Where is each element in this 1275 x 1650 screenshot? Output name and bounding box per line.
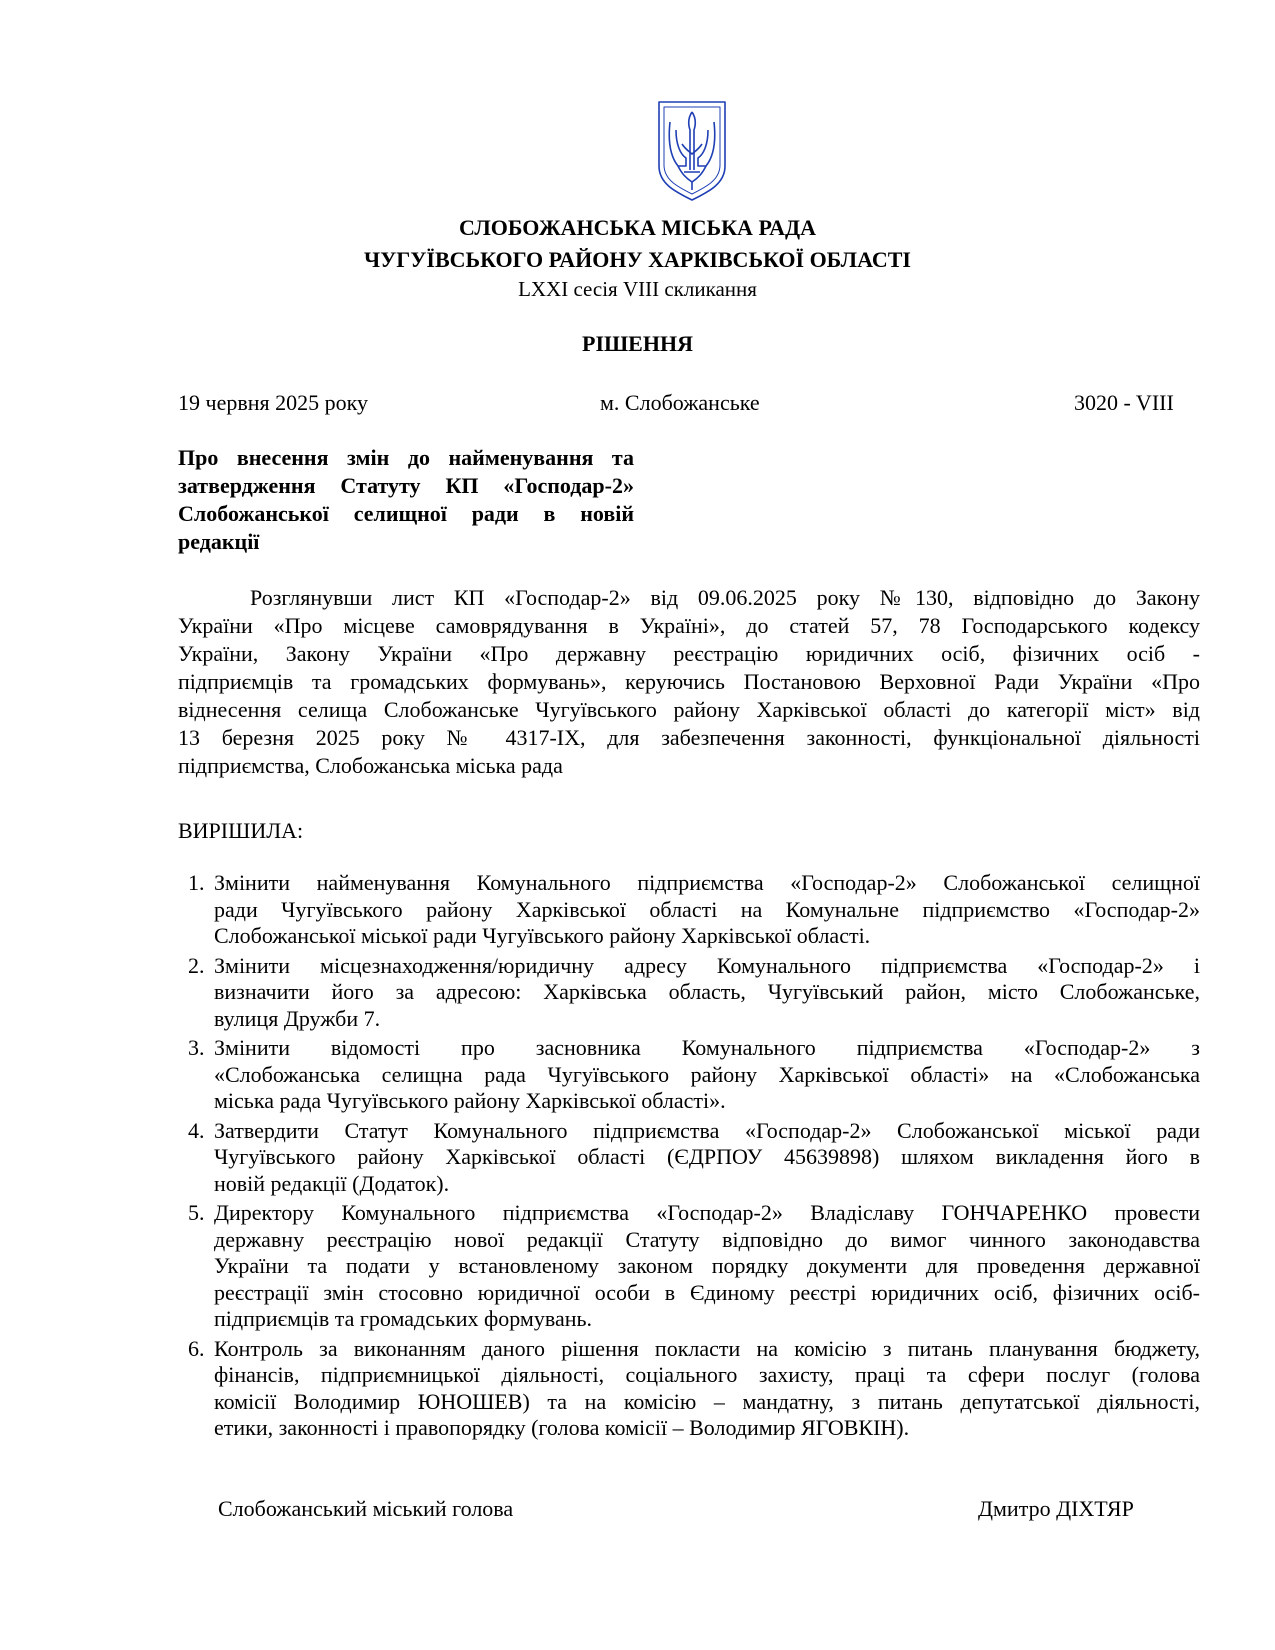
district-name: ЧУГУЇВСЬКОГО РАЙОНУ ХАРКІВСЬКОЇ ОБЛАСТІ — [363, 247, 911, 272]
item-line: комісії Володимир ЮНОШЕВ) та на комісію – мандатну, з питань депутатської діяльності, — [214, 1388, 1200, 1414]
decision-items-list — [178, 870, 1200, 1445]
item-line: Директору Комунального підприємства «Господар-2» Владіславу ГОНЧАРЕНКО провести — [214, 1200, 1200, 1225]
resolved-label: ВИРІШИЛА: — [178, 818, 304, 843]
preamble-line: Розглянувши лист КП «Господар-2» від 09.06.2025 року №130, відповідно до Закону — [250, 585, 1200, 610]
item-line: реєстрації змін стосовно юридичної особи в Єдиному реєстрі юридичних осіб, фізичних осіб- — [214, 1279, 1200, 1305]
decision-place: м. Слобожанське — [600, 390, 760, 415]
preamble-line: віднесення селища Слобожанське Чугуївського району Харківської області до категорії міст» від — [178, 697, 1200, 722]
council-name: СЛОБОЖАНСЬКА МІСЬКА РАДА — [459, 215, 816, 240]
preamble-line: підприємства, Слобожанська міська рада — [178, 753, 563, 778]
item-line: міська рада Чугуївського району Харківської області». — [214, 1088, 726, 1113]
document-type-title: РІШЕННЯ — [582, 331, 693, 356]
list-item — [178, 1336, 1200, 1442]
session-line: LXXI сесія VIII скликання — [518, 277, 757, 301]
preamble-paragraph — [178, 584, 1200, 780]
item-line: Чугуївського району Харківської області (ЄДРПОУ 45639898) шляхом викладення його в — [214, 1144, 1200, 1169]
item-number: 5. — [188, 1200, 205, 1225]
list-item — [178, 1118, 1200, 1198]
item-line: України та подати у встановленому законом порядку документи для проведення державної — [214, 1253, 1200, 1278]
item-line: вулиця Дружби 7. — [214, 1005, 381, 1031]
list-item — [178, 953, 1200, 1033]
signatory-title: Слобожанський міський голова — [218, 1496, 514, 1521]
item-line: Змінити найменування Комунального підприємства «Господар-2» Слобожанської селищної — [214, 870, 1200, 895]
decision-date: 19 червня 2025 року — [178, 390, 368, 415]
coat-of-arms-trident-icon — [656, 100, 728, 202]
preamble-line: 13 березня 2025 року № 4317-IX, для забезпечення законності, функціональної діяльності — [178, 725, 1200, 750]
item-line: Слобожанської міської ради Чугуївського району Харківської області. — [214, 923, 871, 948]
item-number: 3. — [188, 1035, 205, 1060]
item-line: Затвердити Статут Комунального підприємства «Господар-2» Слобожанської міської ради — [214, 1117, 1200, 1143]
subject-line: Про внесення змін до найменування та — [178, 445, 634, 470]
preamble-line: підприємців та громадських формувань», керуючись Постановою Верховної Ради України «Про — [178, 669, 1200, 694]
item-line: фінансів, підприємницької діяльності, соціального захисту, праці та сфери послуг (голова — [214, 1362, 1200, 1387]
item-line: «Слобожанська селищна рада Чугуївського району Харківської області» на «Слобожанська — [214, 1061, 1200, 1087]
item-number: 6. — [188, 1335, 205, 1361]
decision-number: 3020 - VIII — [1074, 390, 1174, 415]
item-line: державну реєстрацію нової редакції Статуту відповідно до вимог чинного законодавства — [214, 1226, 1200, 1252]
preamble-line: України «Про місцеве самоврядування в Україні», до статей 57, 78 Господарського кодексу — [178, 613, 1200, 638]
decision-subject — [178, 444, 634, 556]
item-number: 1. — [188, 870, 205, 895]
item-line: Контроль за виконанням даного рішення покласти на комісію з питань планування бюджету, — [214, 1335, 1200, 1361]
item-line: підприємців та громадських формувань. — [214, 1306, 593, 1331]
list-item — [178, 1035, 1200, 1115]
item-number: 2. — [188, 952, 205, 978]
subject-line: редакції — [178, 529, 260, 554]
subject-line: затвердження Статуту КП «Господар-2» — [178, 473, 634, 498]
list-item — [178, 1200, 1200, 1333]
item-number: 4. — [188, 1117, 205, 1143]
signatory-name: Дмитро ДІХТЯР — [978, 1496, 1134, 1521]
item-line: Змінити відомості про засновника Комунального підприємства «Господар-2» з — [214, 1035, 1200, 1060]
preamble-line: України, Закону України «Про державну реєстрацію юридичних осіб, фізичних осіб - — [178, 641, 1200, 666]
subject-line: Слобожанської селищної ради в новій — [178, 501, 634, 526]
item-line: Змінити місцезнаходження/юридичну адресу Комунального підприємства «Господар-2» і — [214, 952, 1200, 978]
item-line: етики, законності і правопорядку (голова комісії – Володимир ЯГОВКІН). — [214, 1415, 910, 1440]
list-item — [178, 870, 1200, 950]
item-line: новій редакції (Додаток). — [214, 1170, 450, 1196]
item-line: ради Чугуївського району Харківської області на Комунальне підприємство «Господар-2» — [214, 896, 1200, 922]
item-line: визначити його за адресою: Харківська область, Чугуївський район, місто Слобожанське, — [214, 979, 1200, 1004]
